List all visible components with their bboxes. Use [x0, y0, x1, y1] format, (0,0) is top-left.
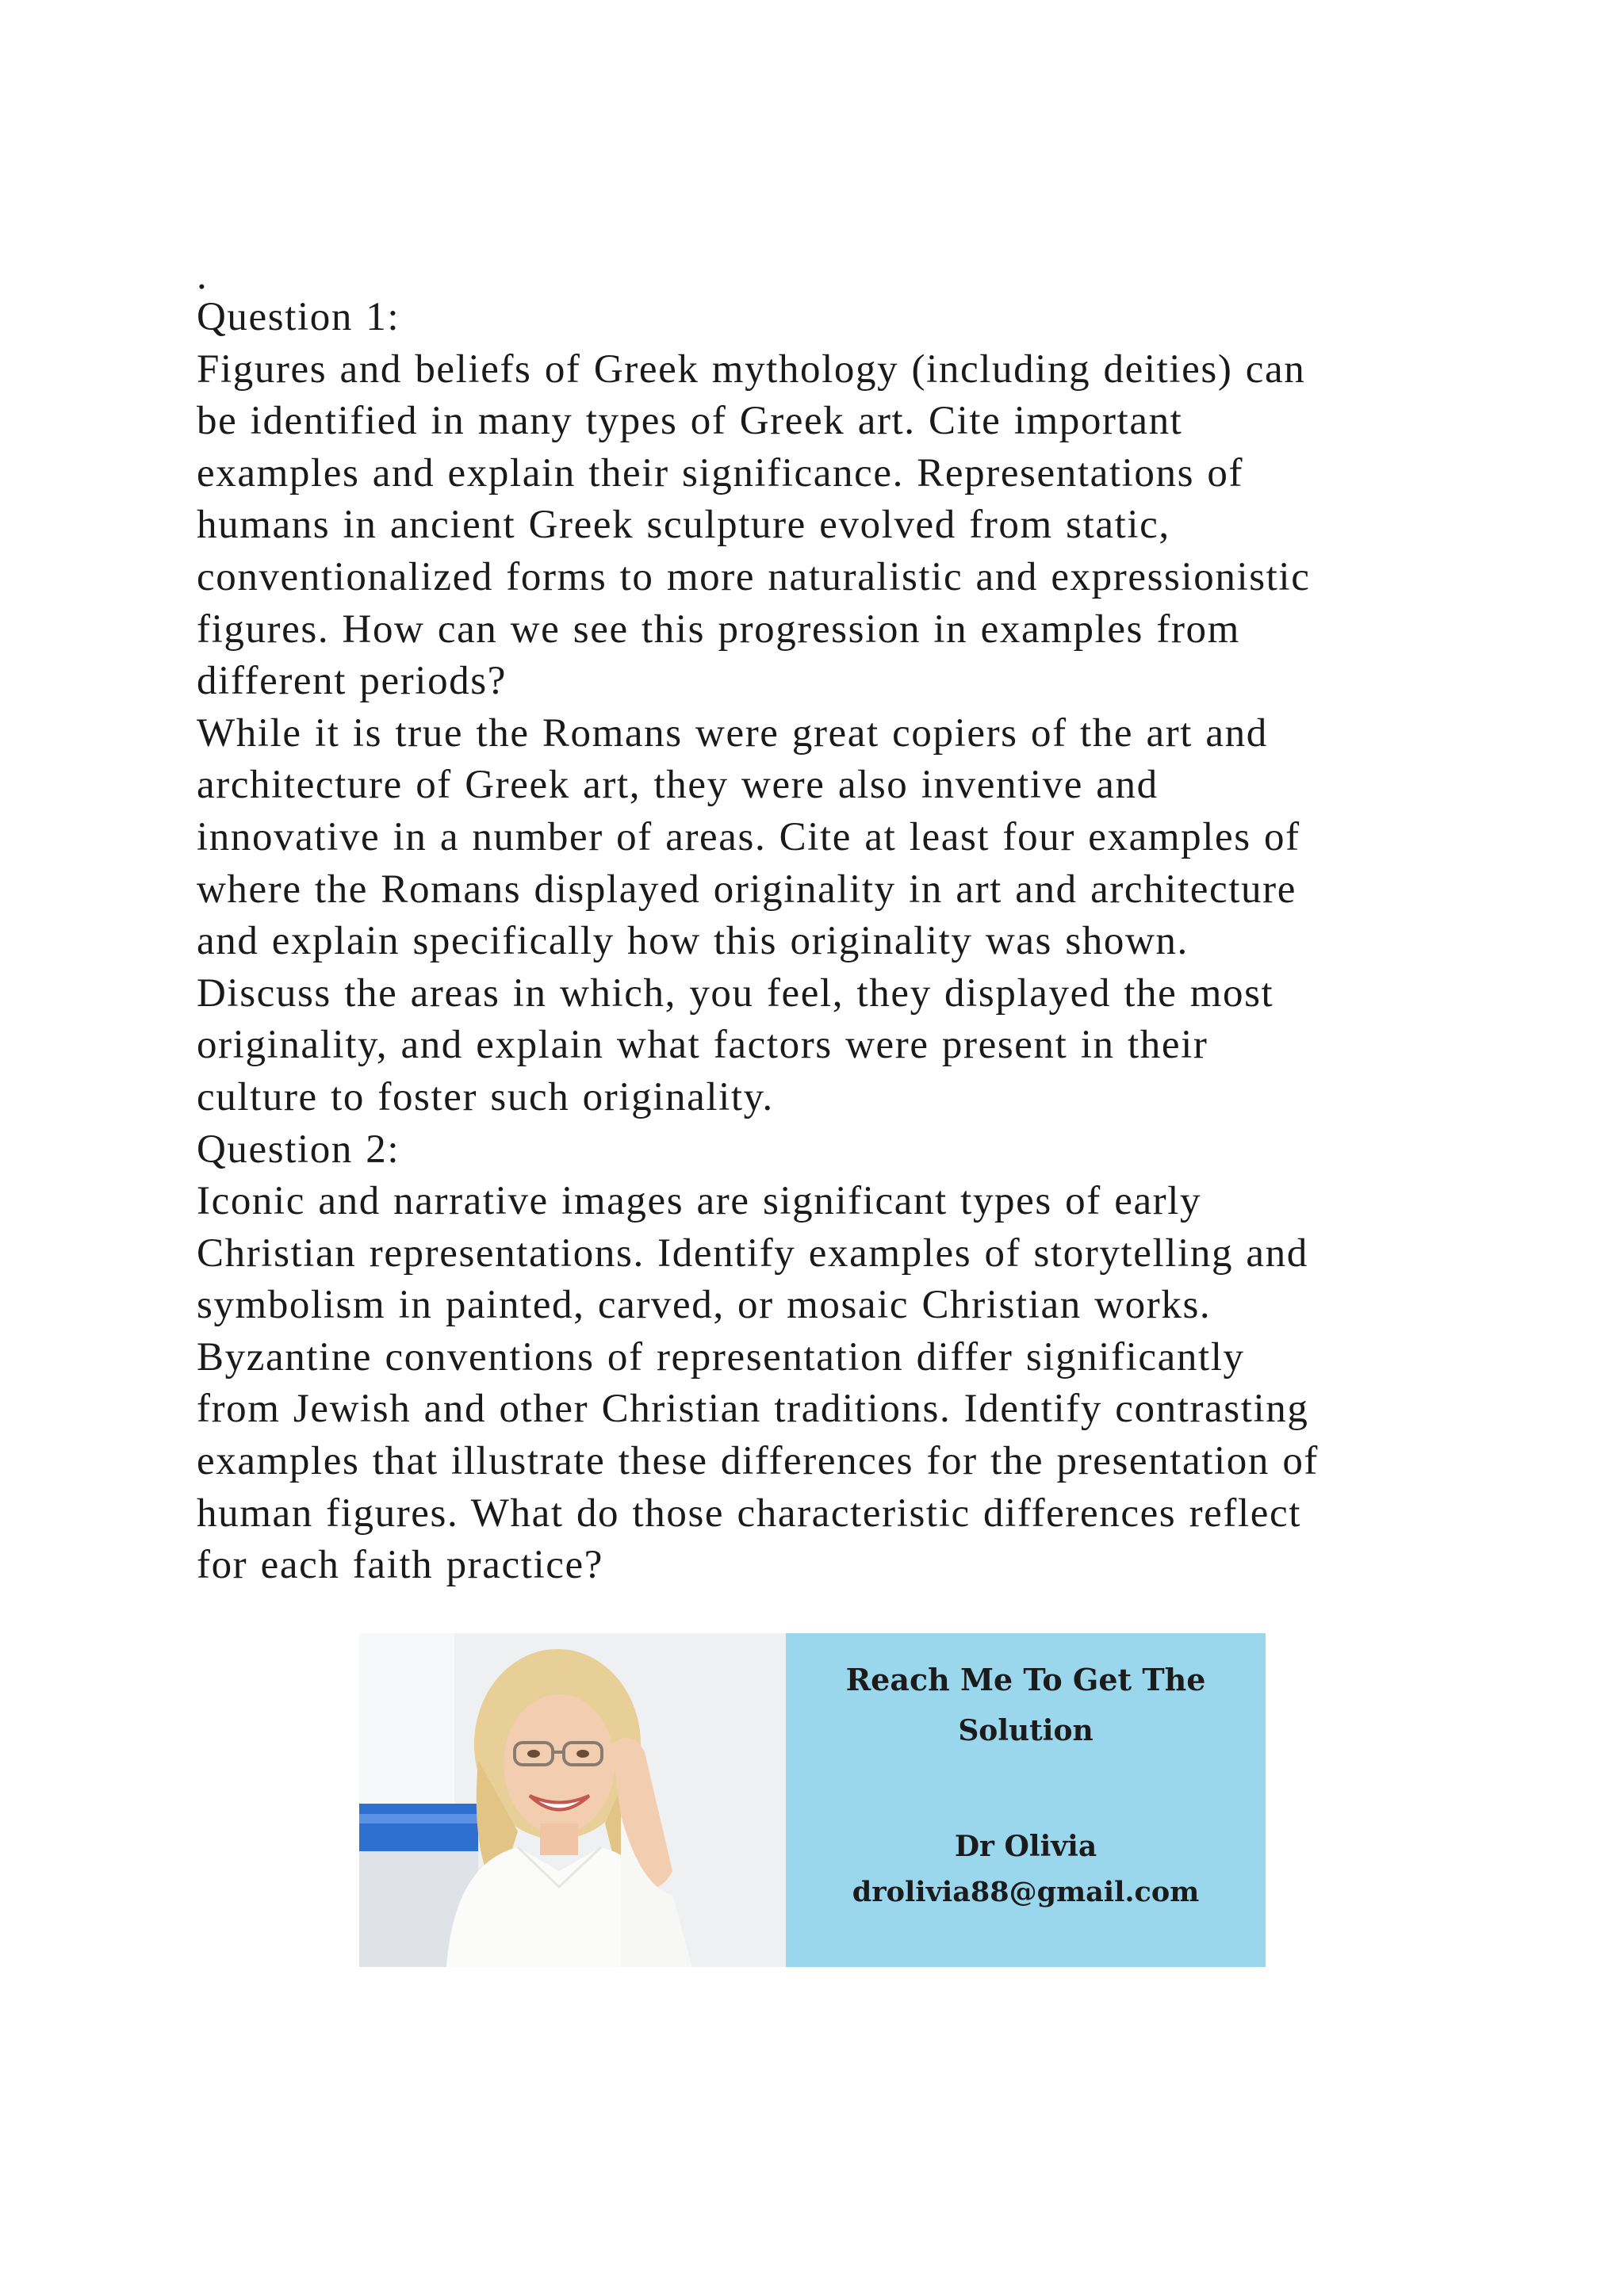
text-line: where the Romans displayed originality in art and architecture — [197, 867, 1297, 912]
ad-headline-continued: Solution — [958, 1714, 1094, 1747]
ad-headline: Reach Me To Get The — [845, 1662, 1206, 1697]
text-line: originality, and explain what factors were present in their — [197, 1023, 1208, 1068]
text-line: examples that illustrate these differences for the presentation of — [197, 1439, 1320, 1484]
leading-dot: . — [197, 254, 209, 298]
text-line: human figures. What do those characteristic differences reflect — [197, 1490, 1302, 1536]
question-2-heading: Question 2: — [197, 1127, 400, 1172]
text-line: be identified in many types of Greek art. Cite important — [197, 399, 1183, 444]
text-line: examples and explain their significance. Representations of — [197, 450, 1244, 496]
text-line: Discuss the areas in which, you feel, they displayed the most — [197, 970, 1274, 1016]
text-line: Iconic and narrative images are significant types of early — [197, 1179, 1202, 1224]
text-line: from Jewish and other Christian traditions. Identify contrasting — [197, 1387, 1309, 1432]
text-line: innovative in a number of areas. Cite at least four examples of — [197, 814, 1300, 859]
ad-email: drolivia88@gmail.com — [852, 1876, 1200, 1908]
woman-illustration — [359, 1633, 786, 1967]
text-line: architecture of Greek art, they were also inventive and — [197, 763, 1159, 808]
woman-photo — [359, 1633, 786, 1967]
document-body — [197, 252, 1434, 1592]
text-line: culture to foster such originality. — [197, 1074, 774, 1119]
text-line: for each faith practice? — [197, 1543, 603, 1588]
ad-author-name: Dr Olivia — [954, 1830, 1097, 1863]
text-line: Christian representations. Identify examples of storytelling and — [197, 1230, 1308, 1276]
text-line: Figures and beliefs of Greek mythology (including deities) can — [197, 346, 1306, 392]
text-line: and explain specifically how this originality was shown. — [197, 919, 1189, 964]
text-line: humans in ancient Greek sculpture evolved from static, — [197, 503, 1170, 548]
text-line: symbolism in painted, carved, or mosaic Christian works. — [197, 1283, 1212, 1328]
contact-panel — [786, 1633, 1266, 1967]
text-line: While it is true the Romans were great copiers of the art and — [197, 710, 1268, 756]
text-line: figures. How can we see this progression in examples from — [197, 607, 1240, 652]
text-line: conventionalized forms to more naturalistic and expressionistic — [197, 554, 1311, 599]
question-1-heading: Question 1: — [197, 295, 400, 339]
text-line: Byzantine conventions of representation differ significantly — [197, 1334, 1245, 1380]
advertisement-banner — [359, 1633, 1266, 1967]
text-line: different periods? — [197, 659, 507, 704]
